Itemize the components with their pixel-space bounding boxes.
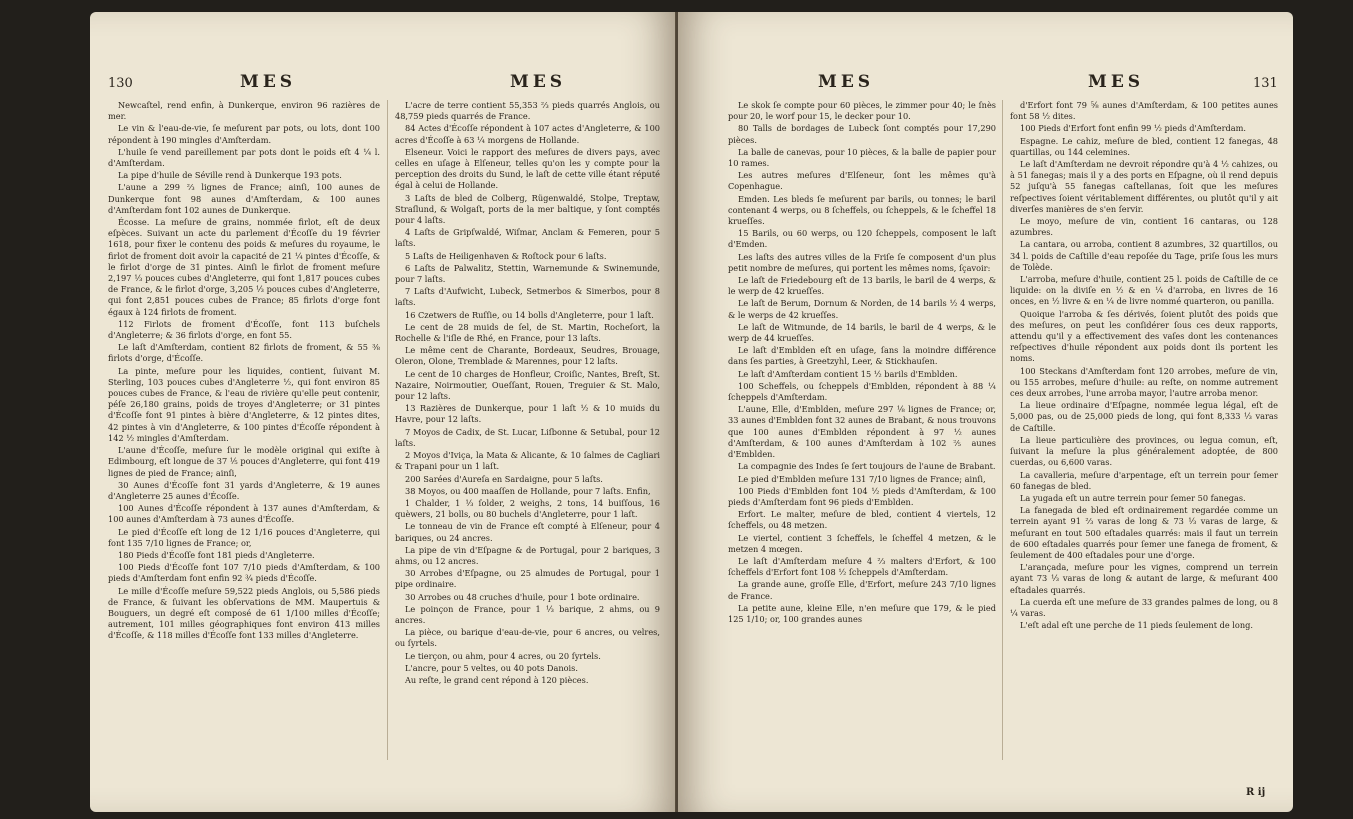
paragraph: Le laſt d'Amſterdam ne devroit répondre qu'à 4 ½ cahizes, ou à 51 fanegas; mais il y a des ports en Eſpagne, où il rend depuis 52 juſqu'à 55 fanegas caſtellanas, ſoit que les meſures reſpectives ſoient véritablement différentes, ou plutôt qu'il y ait diverſes manières de s'en ſervir. [1010,159,1278,214]
left-header-right: MES [510,72,567,92]
paragraph: L'ancre, pour 5 veltes, ou 40 pots Danois. [405,662,578,673]
paragraph: La cuerda eſt une meſure de 33 grandes palmes de long, ou 8 ¼ varas. [1010,596,1278,618]
paragraph: Le laſt d'Amſterdam contient 15 ½ barils d'Emblden. [738,368,958,379]
right-page [678,12,1293,812]
right-column-b [1010,100,1278,632]
paragraph: La grande aune, groſſe Elle, d'Erfort, meſure 243 7/10 lignes de France. [728,579,996,601]
paragraph: Le pied d'Écoſſe eſt long de 12 1/16 pouces d'Angleterre, qui font 135 7/10 lignes de France; or, [108,526,380,548]
paragraph: Le laſt d'Amſterdam, contient 82 firlots de froment, & 55 ⅜ firlots d'orge, d'Écoſſe. [108,342,380,364]
paragraph: La pièce, ou barique d'eau-de-vie, pour 6 ancres, ou velres, ou ſyrtels. [395,627,660,649]
paragraph: Le laſt de Friedebourg eſt de 13 barils, le baril de 4 werps, & le werp de 42 krueſſes. [728,275,996,297]
paragraph: La lieue ordinaire d'Eſpagne, nommée legua légal, eſt de 5,000 pas, ou de 25,000 pieds de long, qui font 8,333 ⅓ varas de Caſtille. [1010,400,1278,433]
paragraph: Au reſte, le grand cent répond à 120 pièces. [405,674,589,685]
paragraph: La pinte, meſure pour les liquides, contient, ſuivant M. Sterling, 103 pouces cubes d'Angleterre ½, qui font environ 85 pouces cubes de France, & l'eau de rivière qu'elle peut contenir, péſe 26,180 grains, poids de troyes d'Angleterre; or 31 pintes d'Écoſſe font 91 pintes à bière d'Angleterre, & 12 pintes dites, 42 pintes à vin d'Angleterre, & 100 pintes d'Écoſſe répondent à 142 ½ mingles d'Amſterdam. [108,365,380,443]
right-header-left: MES [818,72,875,92]
paragraph: Erfort. Le malter, meſure de bled, contient 4 viertels, 12 ſcheffels, ou 48 metzen. [728,509,996,531]
paragraph: 1 Chalder, 1 ⅓ ſolder, 2 weighs, 2 tons, 14 buiſſous, 16 quèwers, 21 bolls, ou 80 buchels d'Angleterre, pour 1 laſt. [395,497,660,520]
paragraph: 100 Pieds d'Emblden font 104 ½ pieds d'Amſterdam, & 100 pieds d'Amſterdam font 96 pieds d'Emblden. [728,485,996,507]
paragraph: Le laſt de Berum, Dornum & Norden, de 14 barils ½ 4 werps, & le werps de 42 krueſſes. [728,298,996,320]
paragraph: L'arançada, meſure pour les vignes, comprend un terrein ayant 73 ⅓ varas de long & autant de large, & meſurant 400 eſtadales quarrés. [1010,562,1278,595]
paragraph: 15 Barils, ou 60 werps, ou 120 ſcheppels, composent le laſt d'Emden. [728,228,996,250]
paragraph: 38 Moyos, ou 400 maaſſen de Hollande, pour 7 laſts. Enfin, [405,485,651,496]
paragraph: Le moyo, meſure de vin, contient 16 cantaras, ou 128 azumbres. [1010,216,1278,238]
paragraph: L'arroba, meſure d'huile, contient 25 l. poids de Caſtille de ce liquide: on la diviſe en ½ & en ¼ d'arroba, en livres de 16 onces, en ½ livre & en ¼ de livre nommé quarteron, ou panilla. [1010,274,1278,307]
paragraph: La balle de canevas, pour 10 pièces, & la balle de papier pour 10 rames. [728,146,996,169]
paragraph: La cantara, ou arroba, contient 8 azumbres, 32 quartillos, ou 34 l. poids de Caſtille d'eau repoſée du Tage, priſe ſous les murs de Tolède. [1010,239,1278,272]
left-column-b [395,100,660,687]
paragraph: 100 Pieds d'Erfort font enfin 99 ½ pieds d'Amſterdam. [1020,123,1247,134]
paragraph: Les autres meſures d'Elſeneur, ſont les mêmes qu'à Copenhague. [728,170,996,192]
paragraph: Le skok ſe compte pour 60 pièces, le zimmer pour 40; le ſnès pour 20, le worf pour 15, le decker pour 10. [728,100,996,122]
paragraph: 84 Actes d'Écoſſe répondent à 107 actes d'Angleterre, & 100 acres d'Écoſſe à 63 ¼ morgens de Hollande. [395,123,660,145]
paragraph: Le mille d'Écoſſe meſure 59,522 pieds Anglois, ou 5,586 pieds de France, & ſuivant les obſervations de MM. Maupertuis & Bouguers, un degré eſt composé de 61 1/100 milles d'Écoſſe; autrement, 101 milles géographiques font environ 413 milles d'Écoſſe, & 118 milles d'Écoſſe font 133 milles d'Angleterre. [108,585,380,641]
paragraph: Newcaſtel, rend enfin, à Dunkerque, environ 96 razières de mer. [108,100,380,122]
paragraph: 6 Laſts de Palwalitz, Stettin, Warnemunde & Swinemunde, pour 7 laſts. [395,262,660,285]
paragraph: L'acre de terre contient 55,353 ⅔ pieds quarrés Anglois, ou 48,759 pieds quarrés de France. [395,100,660,122]
paragraph: 5 Laſts de Heiligenhaven & Roſtock pour 6 laſts. [405,250,607,261]
paragraph: Le cent de 28 muids de ſel, de St. Martin, Rocheſort, la Rochelle & l'iſle de Rhé, en France, pour 13 laſts. [395,321,660,344]
signature-mark: R ij [1246,787,1266,798]
paragraph: d'Erfort font 79 ⅝ aunes d'Amſterdam, & 100 petites aunes font 58 ½ dites. [1010,100,1278,122]
paragraph: Le même cent de Charante, Bordeaux, Seudres, Brouage, Oleron, Olone, Tremblade & Marennes, pour 12 laſts. [395,345,660,367]
left-page-number: 130 [108,76,133,91]
left-column-rule [387,100,388,760]
paragraph: 4 Laſts de Gripſwaldé, Wiſmar, Anclam & Femeren, pour 5 laſts. [395,227,660,249]
paragraph: 80 Talls de bordages de Lubeck ſont comptés pour 17,290 pièces. [728,123,996,145]
paragraph: 100 Pieds d'Écoſſe font 107 7/10 pieds d'Amſterdam, & 100 pieds d'Amſterdam font enfin 92 ¾ pieds d'Écoſſe. [108,562,380,584]
right-page-number: 131 [1253,76,1278,91]
paragraph: La cavalleria, meſure d'arpentage, eſt un terrein pour ſemer 60 fanegas de bled. [1010,469,1278,491]
paragraph: Le tonneau de vin de France eſt compté à Elſeneur, pour 4 bariques, ou 24 ancres. [395,521,660,543]
paragraph: Le viertel, contient 3 ſcheffels, le ſcheffel 4 metzen, & le metzen 4 mœgen. [728,532,996,554]
paragraph: 13 Razières de Dunkerque, pour 1 laſt ½ & 10 muids du Havre, pour 12 laſts. [395,403,660,425]
paragraph: L'aune a 299 ⅔ lignes de France; ainſi, 100 aunes de Dunkerque font 98 aunes d'Amſterdam, & 100 aunes d'Amſterdam font 102 aunes de Dunkerque. [108,182,380,215]
paragraph: Écosse. La meſure de grains, nommée firlot, eſt de deux eſpèces. Suivant un acte du parlement d'Écoſſe du 19 février 1618, pour fixer le contenu des poids & meſures du royaume, le firlot de froment doit avoir la capacité de 21 ¼ pintes d'Écoſſe, & le firlot d'orge de 31 pintes. Ainſi le firlot de froment meſure 2,197 ⅓ pouces cubes d'Angleterre, qui font 1,817 pouces cubes de France, & le firlot d'orge, 3,205 ⅓ pouces cubes d'Angleterre, qui font 2,851 pouces cubes de France; 85 firlots d'orge font égaux à 124 firlots de froment. [108,217,380,317]
paragraph: La compagnie des Indes ſe ſert toujours de l'aune de Brabant. [738,461,996,472]
paragraph: 30 Aunes d'Écoſſe font 31 yards d'Angleterre, & 19 aunes d'Angleterre 25 aunes d'Écoſſe. [108,479,380,501]
paragraph: La lieue particulière des provinces, ou legua comun, eſt, ſuivant la meſure la plus généralement adoptée, de 800 cuerdas, ou 6,600 varas. [1010,434,1278,468]
paragraph: L'aune, Elle, d'Emblden, meſure 297 ⅛ lignes de France; or, 33 aunes d'Emblden font 32 aunes de Brabant, & nous trouvons que 100 aunes d'Emblden répondent à 97 ½ aunes d'Amſterdam, & 100 aunes d'Amſterdam à 102 ⅖ aunes d'Emblden. [728,404,996,460]
paragraph: 30 Arrobes d'Eſpagne, ou 25 almudes de Portugal, pour 1 pipe ordinaire. [395,568,660,590]
paragraph: Le poinçon de France, pour 1 ⅓ barique, 2 ahms, ou 9 ancres. [395,603,660,625]
paragraph: Le laſt de Witmunde, de 14 barils, le baril de 4 werps, & le werp de 44 krueſſes. [728,321,996,344]
paragraph: 100 Aunes d'Écoſſe répondent à 137 aunes d'Amſterdam, & 100 aunes d'Amſterdam à 73 aunes d'Écoſſe. [108,503,380,525]
paragraph: Le vin & l'eau-de-vie, ſe meſurent par pots, ou lots, dont 100 répondent à 190 mingles d'Amſterdam. [108,123,380,145]
paragraph: 30 Arrobes ou 48 cruches d'huile, pour 1 bote ordinaire. [405,591,640,602]
paragraph: Le pied d'Emblden meſure 131 7/10 lignes de France; ainſi, [738,473,986,484]
paragraph: 100 Steckans d'Amſterdam font 120 arrobes, meſure de vin, ou 155 arrobes, meſure d'huile: au reſte, on nomme autrement ces deux arrobes, l'une arroba mayor, l'autre arroba menor. [1010,365,1278,399]
left-header-left: MES [240,72,297,92]
paragraph: Le cent de 10 charges de Honfleur, Croiſic, Nantes, Breſt, St. Nazaire, Noirmoutier, Oueſſant, Rouen, Treguier & St. Malo, pour 12 laſts. [395,368,660,402]
left-column-a [108,100,380,643]
paragraph: Quoique l'arroba & ſes dérivés, ſoient plutôt des poids que des meſures, on peut les conſidérer ſous ces deux rapports, attendu qu'il y a effectivement des vaſes dont les contenances reſpectives d'huile répondent aux poids dont ils portent les noms. [1010,308,1278,364]
paragraph: La fanegada de bled eſt ordinairement regardée comme un terrein ayant 91 ⅔ varas de long & 73 ⅓ varas de large, & meſurant en tout 500 eſtadales quarrés: mais il faut un terrein de 600 eſtadales quarrés pour ſemer une fanega de froment, & ſeulement de 400 eſtadales pour une d'orge. [1010,505,1278,560]
paragraph: L'eſt adal eſt une perche de 11 pieds ſeulement de long. [1020,620,1253,631]
paragraph: 3 Laſts de bled de Colberg, Rügenwaldé, Stolpe, Treptaw, Straſlund, & Wolgaſt, ports de la mer baltique, y ſont comptés pour 4 laſts. [395,192,660,226]
paragraph: 16 Czetwers de Ruſſie, ou 14 bolls d'Angleterre, pour 1 laſt. [405,309,654,320]
paragraph: La pipe d'huile de Séville rend à Dunkerque 193 pots. [118,170,342,181]
paragraph: 7 Moyos de Cadix, de St. Lucar, Liſbonne & Setubal, pour 12 laſts. [395,426,660,448]
paragraph: 100 Scheffels, ou ſcheppels d'Emblden, répondent à 88 ¼ ſcheppels d'Amſterdam. [728,380,996,403]
paragraph: 2 Moyos d'Iviça, la Mata & Alicante, & 10 ſalmes de Cagliari & Trapani pour un 1 laſt. [395,450,660,472]
paragraph: Elseneur. Voici le rapport des meſures de divers pays, avec celles en uſage à Elſeneur, telles qu'on les y compte pour la perception des droits du Sund, le laſt de cette ville étant réputé égal à celui de Hollande. [395,146,660,191]
paragraph: 180 Pieds d'Écoſſe font 181 pieds d'Angleterre. [118,549,315,560]
paragraph: L'aune d'Écoſſe, meſure ſur le modèle original qui exiſte à Edimbourg, eſt longue de 37 ⅕ pouces d'Angleterre, qui font 419 lignes de pied de France; ainſi, [108,445,380,478]
paragraph: Les laſts des autres villes de la Friſe ſe composent d'un plus petit nombre de meſures, qui portent les mêmes noms, ſçavoir: [728,251,996,273]
paragraph: Emden. Les bleds ſe meſurent par barils, ou tonnes; le baril contenant 4 werps, ou 8 ſcheffels, ou ſcheppels, & le ſcheffel 18 krueſſes. [728,193,996,227]
paragraph: La petite aune, kleine Elle, n'en meſure que 179, & le pied 125 1/10; or, 100 grandes aunes [728,602,996,624]
paragraph: Espagne. Le cahiz, meſure de bled, contient 12 fanegas, 48 quartillas, ou 144 celemines. [1010,135,1278,157]
paragraph: La yugada eſt un autre terrein pour ſemer 50 fanegas. [1020,492,1246,503]
paragraph: Le tierçon, ou ahm, pour 4 acres, ou 20 ſyrtels. [405,650,601,661]
right-column-rule [1002,100,1003,760]
left-page [90,12,675,812]
paragraph: 7 Laſts d'Aufwicht, Lubeck, Setmerbos & Simerbos, pour 8 laſts. [395,286,660,308]
paragraph: Le laſt d'Emblden eſt en uſage, ſans la moindre différence dans ſes parties, à Greetzyhl, Leer, & Stickhauſen. [728,345,996,367]
paragraph: 112 Firlots de froment d'Écoſſe, font 113 buſchels d'Angleterre; & 36 firlots d'orge, en font 55. [108,318,380,341]
paragraph: Le laſt d'Amſterdam meſure 4 ⅔ malters d'Erfort, & 100 ſcheffels d'Erfort font 108 ½ ſcheppels d'Amſterdam. [728,555,996,578]
paragraph: La pipe de vin d'Eſpagne & de Portugal, pour 2 bariques, 3 ahms, ou 12 ancres. [395,544,660,566]
paragraph: 200 Sarées d'Aureſa en Sardaigne, pour 5 laſts. [405,473,603,484]
paragraph: L'huile ſe vend pareillement par pots dont le poids eſt 4 ¼ l. d'Amſterdam. [108,146,380,169]
right-header-right: MES [1088,72,1145,92]
right-column-a [728,100,996,626]
